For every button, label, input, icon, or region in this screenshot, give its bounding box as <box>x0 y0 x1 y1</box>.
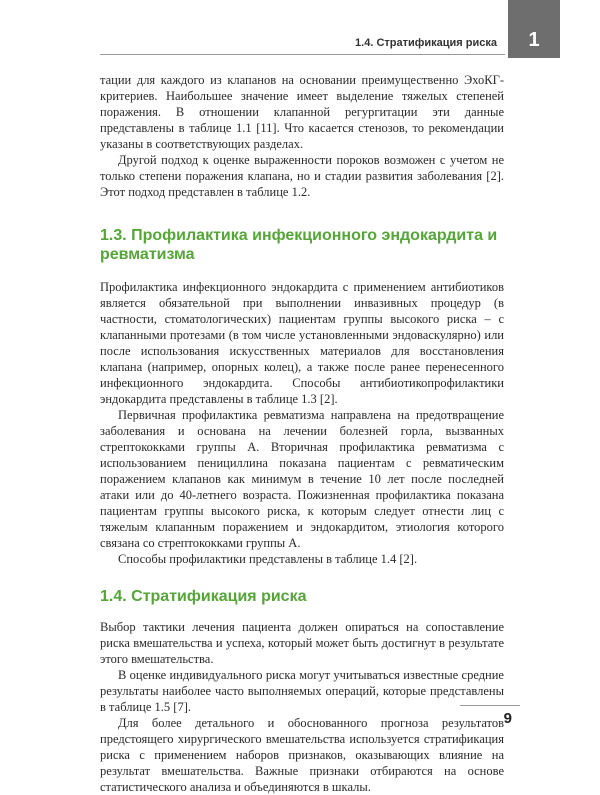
paragraph: Профилактика инфекционного эндокардита с применением антибиотиков является обязательной при выполнении инвазивных процедур (в частности, стоматологических) пациентам группы высокого риска – с клапанными протезами (в том числе установленными эндоваскулярно) или после использования искусственных материалов для восстановления клапана (например, опорных колец), а также после ранее перенесенного инфекционного эндокардита. Способы антибиотикопрофилактики эндокардита представлены в таблице 1.3 [2]. <box>100 280 504 406</box>
header-rule <box>100 54 505 55</box>
paragraph: В оценке индивидуального риска могут учитываться известные средние результаты наиболее часто выполняемых операций, которые представлены в таблице 1.5 [7]. <box>100 668 504 714</box>
footer-rule <box>460 705 520 706</box>
paragraph: тации для каждого из клапанов на основании преимущественно ЭхоКГ-критериев. Наибольшее значение имеет выделение тяжелых степеней поражения. В отношении клапанной регургитации эти данные представлены в таблице 1.1 [11]. Что касается стенозов, то рекомендации указаны в соответствующих разделах. <box>100 73 504 151</box>
paragraph: Другой подход к оценке выраженности пороков возможен с учетом не только степени поражения клапана, но и стадии развития заболевания [2]. Этот подход представлен в таблице 1.2. <box>100 153 504 199</box>
section-heading-1-4: 1.4. Стратификация риска <box>100 588 307 605</box>
paragraph: Первичная профилактика ревматизма направлена на предотвращение заболевания и основана на лечении болезней горла, вызванных стрептококками группы А. Вторичная профилактика ревматизма с использованием пенициллина показана пациентам с ревматическим поражением клапанов как минимум в течение 10 лет после последней атаки или до 40-летнего возраста. Пожизненная профилактика показана пациентам группы высокого риска, к которым следует отнести лиц с тяжелым клапанным поражением и эндокардитом, этиология которого связана со стрептококками группы А. <box>100 408 504 550</box>
paragraph: Способы профилактики представлены в таблице 1.4 [2]. <box>118 552 418 566</box>
running-head: 1.4. Стратификация риска <box>355 37 497 49</box>
page-body <box>100 72 504 795</box>
paragraph: Выбор тактики лечения пациента должен опираться на сопоставление риска вмешательства и успеха, который может быть достигнут в результате этого вмешательства. <box>100 620 504 666</box>
page-number: 9 <box>503 710 512 727</box>
chapter-tab: 1 <box>508 0 560 58</box>
paragraph: Для более детального и обоснованного прогноза результатов предстоящего хирургического вмешательства используется стратификация риска с применением наборов признаков, оказывающих влияние на результат вмешательства. Важные признаки отбираются на основе статистического анализа и объединяются в шкалы. <box>100 716 504 794</box>
section-heading-1-3: 1.3. Профилактика инфекционного эндокардита и ревматизма <box>100 227 498 263</box>
